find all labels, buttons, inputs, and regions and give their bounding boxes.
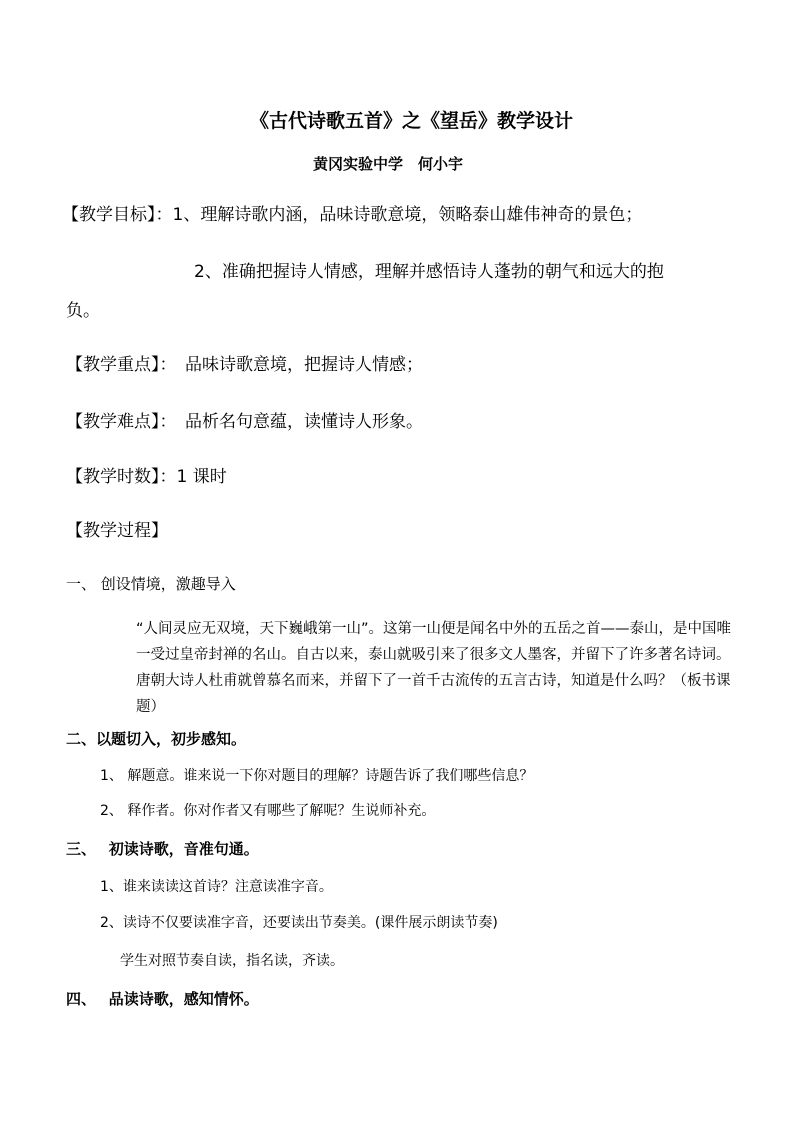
section-4-heading: 四、 品读诗歌，感知情怀。 — [66, 990, 259, 1008]
key-points: 【教学重点】： 品味诗歌意境，把握诗人情感； — [66, 355, 423, 375]
document-title: 《古代诗歌五首》之《望岳》教学设计 — [250, 110, 574, 132]
section-3-note: 学生对照节奏自读，指名读，齐读。 — [120, 953, 344, 969]
section-1-paragraph — [96, 616, 736, 720]
section-2-item-1: 1、 解题意。谁来说一下你对题目的理解？诗题告诉了我们哪些信息？ — [100, 768, 534, 784]
author-line: 黄冈实验中学 何小宇 — [313, 155, 464, 173]
section-1-heading: 一、 创设情境，激趣导入 — [66, 575, 236, 593]
objectives-line-3: 负。 — [66, 301, 100, 321]
section-2-heading: 二、以题切入，初步感知。 — [66, 730, 247, 748]
section-1-text: “人间灵应无双境，天下巍峨第一山”。这第一山便是闻名中外的五岳之首——泰山，是中国唯一受过皇帝封禅的名山。自古以来，泰山就吸引来了很多文人墨客，并留下了许多著名诗词。唐朝大诗人杜甫就曾慕名而来，并留下了一首千古流传的五言古诗，知道是什么吗？（板书课题） — [136, 621, 732, 715]
objectives-line-2: 2、准确把握诗人情感，理解并感悟诗人蓬勃的朝气和远大的抱 — [194, 262, 664, 282]
objectives-line-1: 【教学目标】：1、理解诗歌内涵，品味诗歌意境，领略泰山雄伟神奇的景色； — [62, 205, 643, 225]
section-3-item-2: 2、读诗不仅要读准字音，还要读出节奏美。(课件展示朗读节奏) — [100, 915, 498, 931]
section-3-item-1: 1、谁来读读这首诗？注意读准字音。 — [100, 879, 333, 895]
process-heading: 【教学过程】 — [66, 521, 168, 541]
difficulties: 【教学难点】： 品析名句意蕴，读懂诗人形象。 — [66, 412, 423, 432]
section-3-heading: 三、 初读诗歌，音准句通。 — [66, 840, 259, 858]
section-2-item-2: 2、 释作者。你对作者又有哪些了解呢？生说师补充。 — [100, 803, 436, 819]
duration: 【教学时数】：1 课时 — [66, 467, 227, 487]
